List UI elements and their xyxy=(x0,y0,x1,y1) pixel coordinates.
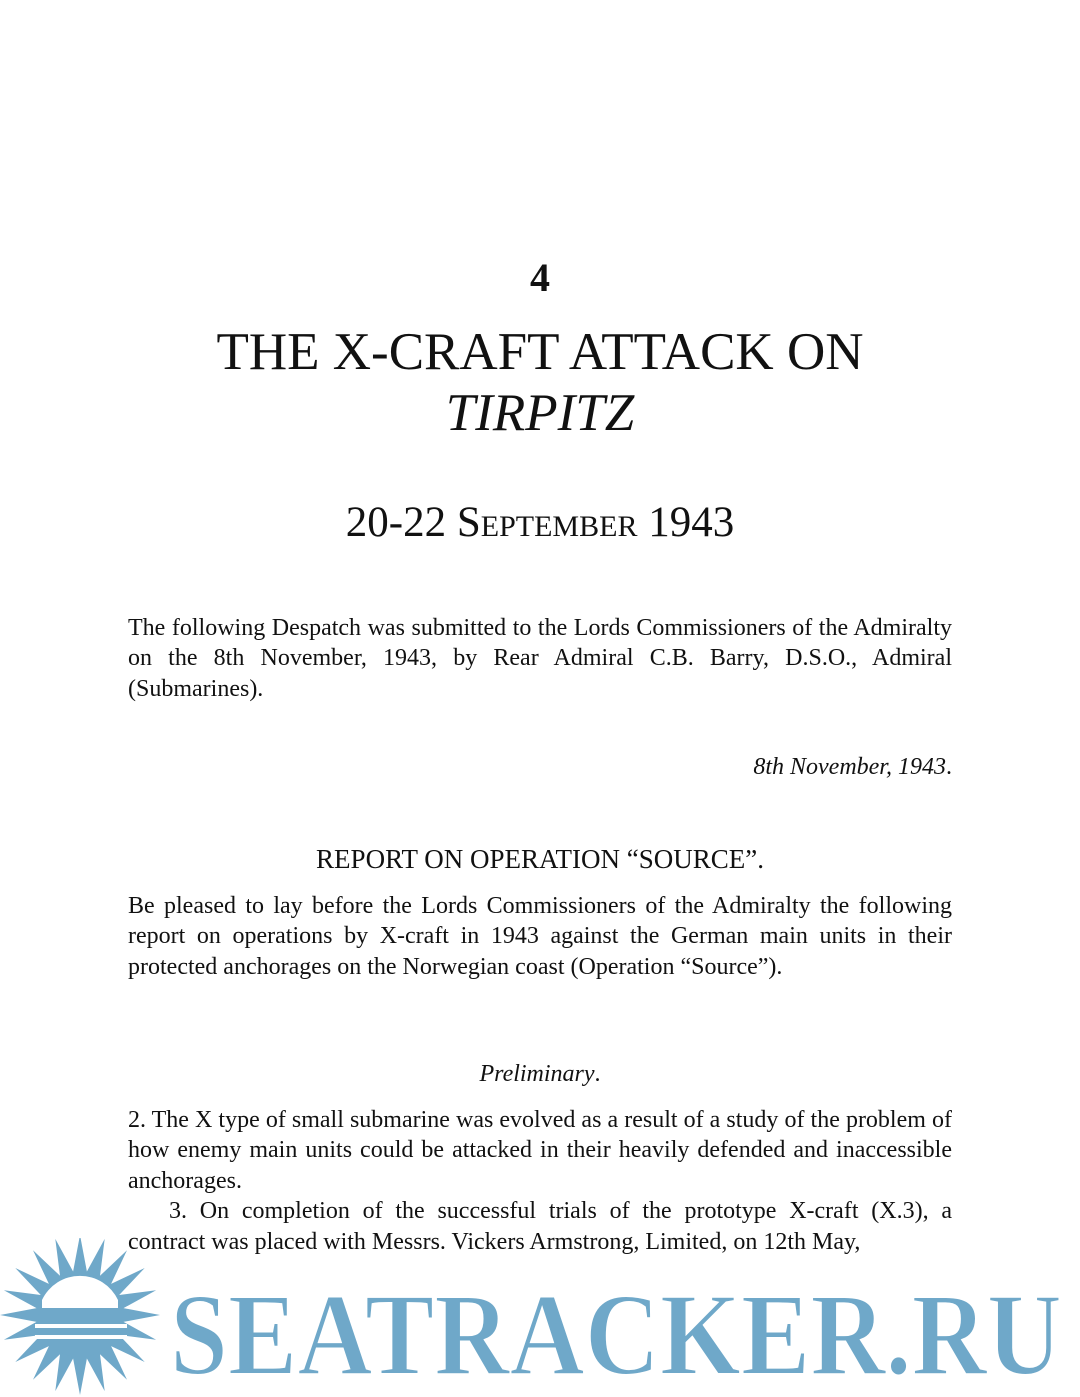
section-heading-punct: . xyxy=(594,1061,601,1087)
watermark xyxy=(0,1238,1080,1397)
sun-icon xyxy=(0,1238,160,1395)
date-day: 20-22 xyxy=(345,499,447,546)
chapter-title-ship: TIRPITZ xyxy=(445,384,635,442)
dateline-text: 8th November, 1943 xyxy=(753,754,946,780)
paragraph-3: 3. On completion of the successful trials of the prototype X-craft (X.3), a contract was placed with Messrs. Vickers Armstrong, Limited, on 12th May, xyxy=(128,1198,952,1255)
chapter-title xyxy=(0,322,1080,444)
paragraph-2: 2. The X type of small submarine was evolved as a result of a study of the problem of how enemy main units could be attacked in their heavily defended and inaccessible anchorages. xyxy=(128,1107,952,1194)
chapter-number: 4 xyxy=(530,255,550,300)
chapter-date xyxy=(0,498,1080,547)
date-month: September xyxy=(456,499,638,546)
dateline-punct: . xyxy=(946,754,952,780)
intro-paragraph: The following Despatch was submitted to the Lords Commissioners of the Admiralty on the 8th November, 1943, by Rear Admiral C.B. Barry, D.S.O., Admiral (Submarines). xyxy=(128,615,952,702)
section-heading xyxy=(0,1061,1080,1088)
date-year: 1943 xyxy=(648,499,735,546)
report-heading: REPORT ON OPERATION “SOURCE”. xyxy=(316,844,764,874)
watermark-text: SEATRACKER.RU xyxy=(170,1269,1062,1397)
body-paragraph-1: Be pleased to lay before the Lords Commissioners of the Admiralty the following report on operations by X-craft in 1943 against the German main units in their protected anchorages on the Norwegian coast (Operation “Source”). xyxy=(128,893,952,980)
chapter-title-line1: THE X-CRAFT ATTACK ON xyxy=(216,323,864,381)
section-heading-text: Preliminary xyxy=(479,1061,595,1087)
dateline xyxy=(128,754,952,781)
body-paragraphs-2-3 xyxy=(128,1105,952,1257)
